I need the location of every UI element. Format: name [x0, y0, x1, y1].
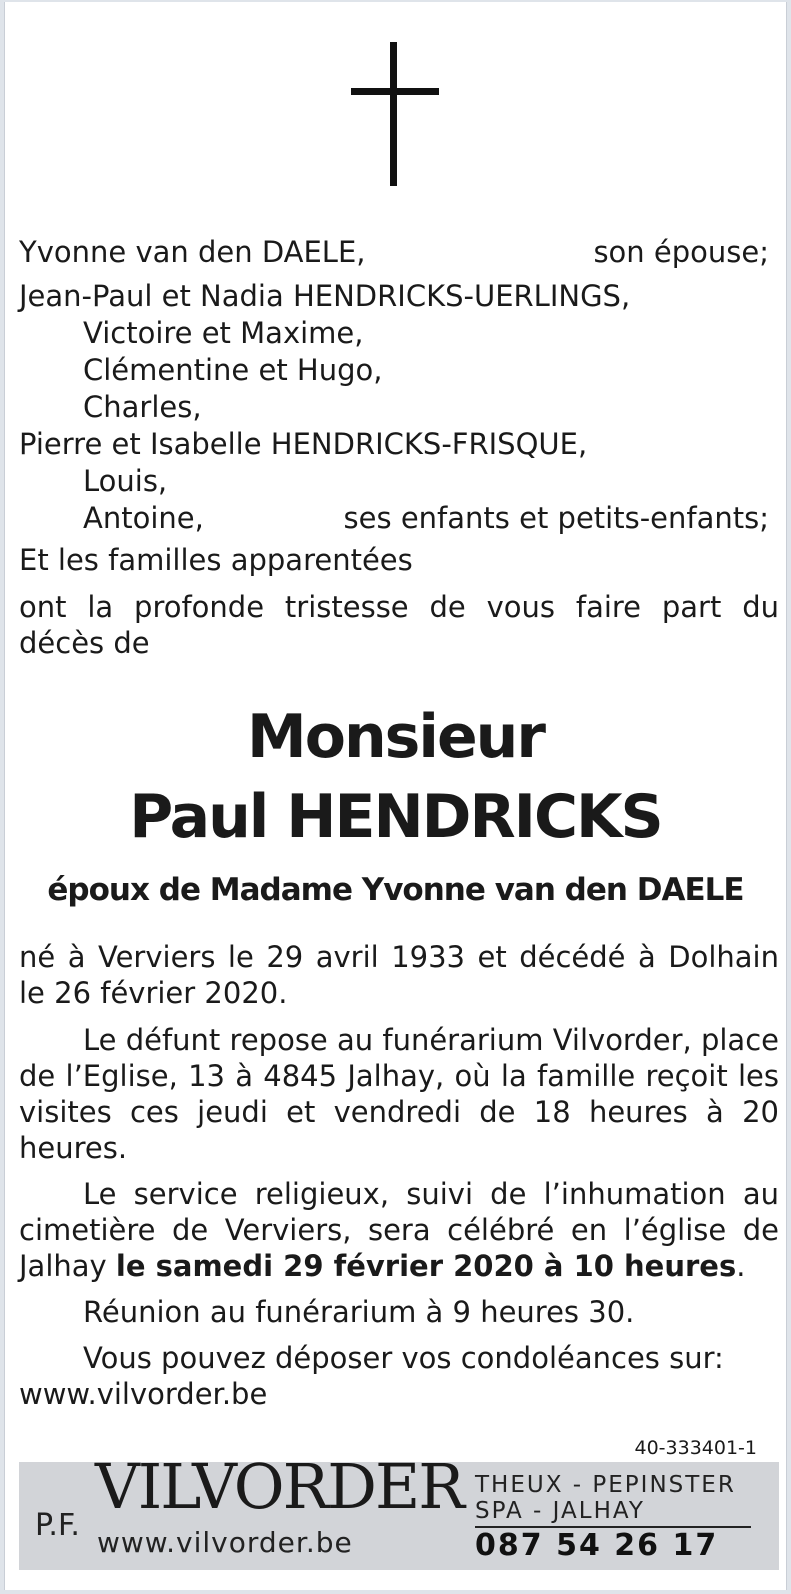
birth-death-paragraph: né à Verviers le 29 avril 1933 et décédé à Dolhain le 26 février 2020. [19, 940, 779, 1010]
deceased-title: Monsieur [247, 702, 544, 772]
announcement-end: décès de [19, 626, 150, 660]
service-date: le samedi 29 février 2020 à 10 heures [115, 1249, 737, 1283]
visitation-paragraph: Le défunt repose au funérarium Vilvorder, place de l’Eglise, 13 à 4845 Jalhay, où la famille reçoit les visites ces jeudi et vendredi de 18 heures à 20 heures. [19, 1023, 779, 1165]
condolences-website[interactable]: www.vilvorder.be [19, 1377, 268, 1411]
children-role: ses enfants et petits-enfants; [343, 501, 769, 535]
grandchildren-5: Antoine, [83, 501, 204, 535]
deceased-name: Paul HENDRICKS [129, 782, 662, 852]
funeral-home-phone[interactable]: 087 54 26 17 [475, 1528, 719, 1563]
child-2: Pierre et Isabelle HENDRICKS-FRISQUE, [19, 427, 588, 461]
grandchildren-2: Clémentine et Hugo, [83, 353, 383, 387]
funeral-home-towns [475, 1472, 736, 1524]
reference-number: 40-333401-1 [634, 1437, 757, 1459]
deceased-subtitle: époux de Madame Yvonne van den DAELE [47, 872, 744, 908]
towns-line-1: THEUX - PEPINSTER [475, 1472, 736, 1498]
grandchildren-4: Louis, [83, 464, 168, 498]
meeting-paragraph: Réunion au funérarium à 9 heures 30. [83, 1295, 635, 1329]
grandchildren-1: Victoire et Maxime, [83, 316, 364, 350]
cross-icon [351, 42, 439, 186]
funeral-home-logo: VILVORDER [95, 1450, 463, 1523]
service-end: . [736, 1249, 746, 1283]
funeral-home-url[interactable]: www.vilvorder.be [97, 1526, 353, 1559]
obituary-page [4, 2, 787, 1590]
announcement-line: ont la profonde tristesse de vous faire part du [19, 590, 779, 624]
spouse-name: Yvonne van den DAELE, [19, 235, 366, 269]
service-text: Le service religieux, suivi de l’inhumation au cimetière de Verviers, sera célébré en l’église de Jalhay [19, 1177, 779, 1283]
spouse-role: son épouse; [593, 235, 769, 269]
service-paragraph [19, 1176, 779, 1284]
towns-line-2: SPA - JALHAY [475, 1498, 645, 1524]
pf-label: P.F. [35, 1508, 80, 1543]
condolences-paragraph: Vous pouvez déposer vos condoléances sur: [83, 1341, 724, 1375]
grandchildren-3: Charles, [83, 390, 202, 424]
families-line: Et les familles apparentées [19, 543, 413, 577]
child-1: Jean-Paul et Nadia HENDRICKS-UERLINGS, [19, 279, 631, 313]
